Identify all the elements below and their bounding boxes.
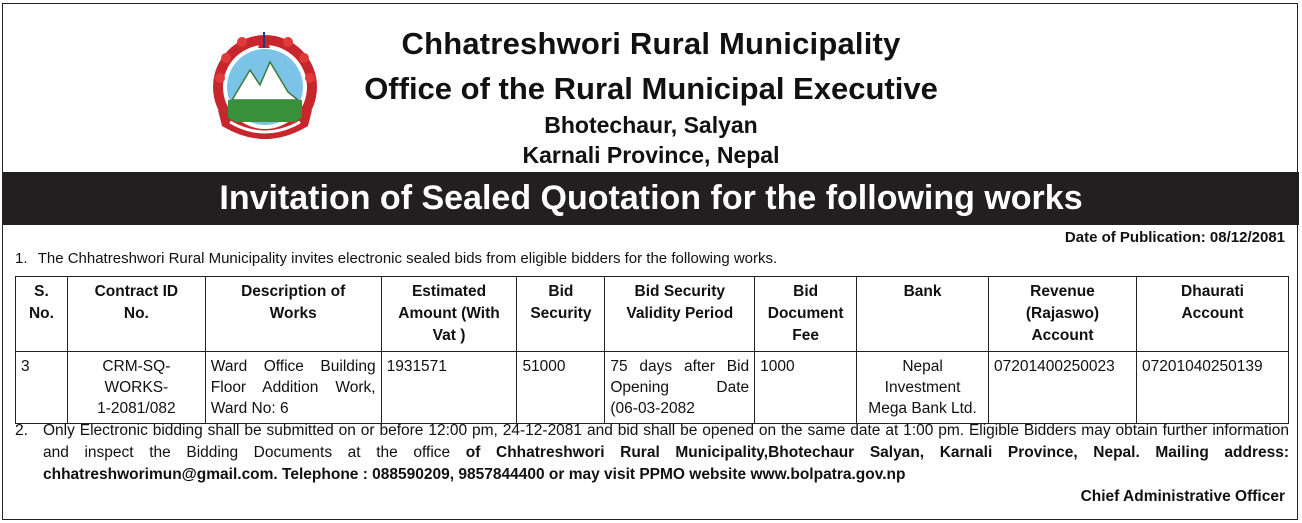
header-validity-period: Bid Security Validity Period <box>605 277 755 352</box>
item-2-contact-details: of Chhatreshwori Rural Municipality,Bhotechaur Salyan, Karnali Province, Nepal. Mailing address: chhatreshworimun@gmail.com. Telephone : 088590209, 9857844400 or may visit PPMO website www.bolpatra.gov.np <box>43 444 1290 483</box>
header-bank: Bank <box>857 277 989 352</box>
notice-item-2 <box>15 420 1289 486</box>
header-sno: S. No. <box>16 277 68 352</box>
signatory-title: Chief Administrative Officer <box>1080 488 1285 505</box>
office-location: Bhotechaur, Salyan <box>544 112 758 138</box>
header-contract-id: Contract ID No. <box>67 277 205 352</box>
notice-frame <box>2 3 1298 520</box>
item-1-text: The Chhatreshwori Rural Municipality invites electronic sealed bids from eligible bidders for the following works. <box>37 250 778 267</box>
header-dhaurati-account: Dhaurati Account <box>1136 277 1288 352</box>
cell-contract-id: CRM-SQ- WORKS- 1-2081/082 <box>67 352 205 424</box>
item-2-number: 2. <box>15 422 28 439</box>
cell-description: Ward Office Building Floor Addition Work, Ward No: 6 <box>205 352 381 424</box>
item-1-number: 1. <box>15 250 28 267</box>
notice-item-1 <box>15 250 777 267</box>
cell-bid-security: 51000 <box>517 352 605 424</box>
header-estimated-amount: Estimated Amount (With Vat ) <box>381 277 517 352</box>
table-row <box>16 352 1289 424</box>
cell-dhaurati-account: 07201040250139 <box>1136 352 1288 424</box>
office-province: Karnali Province, Nepal <box>522 142 780 168</box>
header-description: Description of Works <box>205 277 381 352</box>
header <box>3 4 1299 171</box>
cell-bank: Nepal Investment Mega Bank Ltd. <box>857 352 989 424</box>
item-2-plain-text: Only Electronic bidding shall be submitted on or before 12:00 pm, 24-12-2081 and bid shall be opened on the same date at 1:00 pm. Eligible Bidders may obtain further information and inspect the Bidding Documents at the office <box>43 422 1289 461</box>
table-header-row <box>16 277 1289 352</box>
office-name: Office of the Rural Municipal Executive <box>364 71 938 106</box>
cell-revenue-account: 07201400250023 <box>989 352 1137 424</box>
item-2-text <box>43 420 1289 486</box>
municipality-name: Chhatreshwori Rural Municipality <box>401 26 901 61</box>
publication-date: Date of Publication: 08/12/2081 <box>1064 229 1285 246</box>
works-table <box>15 276 1289 424</box>
cell-document-fee: 1000 <box>755 352 857 424</box>
header-bid-security: Bid Security <box>517 277 605 352</box>
cell-estimated-amount: 1931571 <box>381 352 517 424</box>
header-revenue-account: Revenue (Rajaswo) Account <box>989 277 1137 352</box>
notice-title-banner: Invitation of Sealed Quotation for the following works <box>3 172 1299 225</box>
cell-validity-period: 75 days after Bid Opening Date (06-03-2082 <box>605 352 755 424</box>
header-document-fee: Bid Document Fee <box>755 277 857 352</box>
cell-sno: 3 <box>16 352 68 424</box>
